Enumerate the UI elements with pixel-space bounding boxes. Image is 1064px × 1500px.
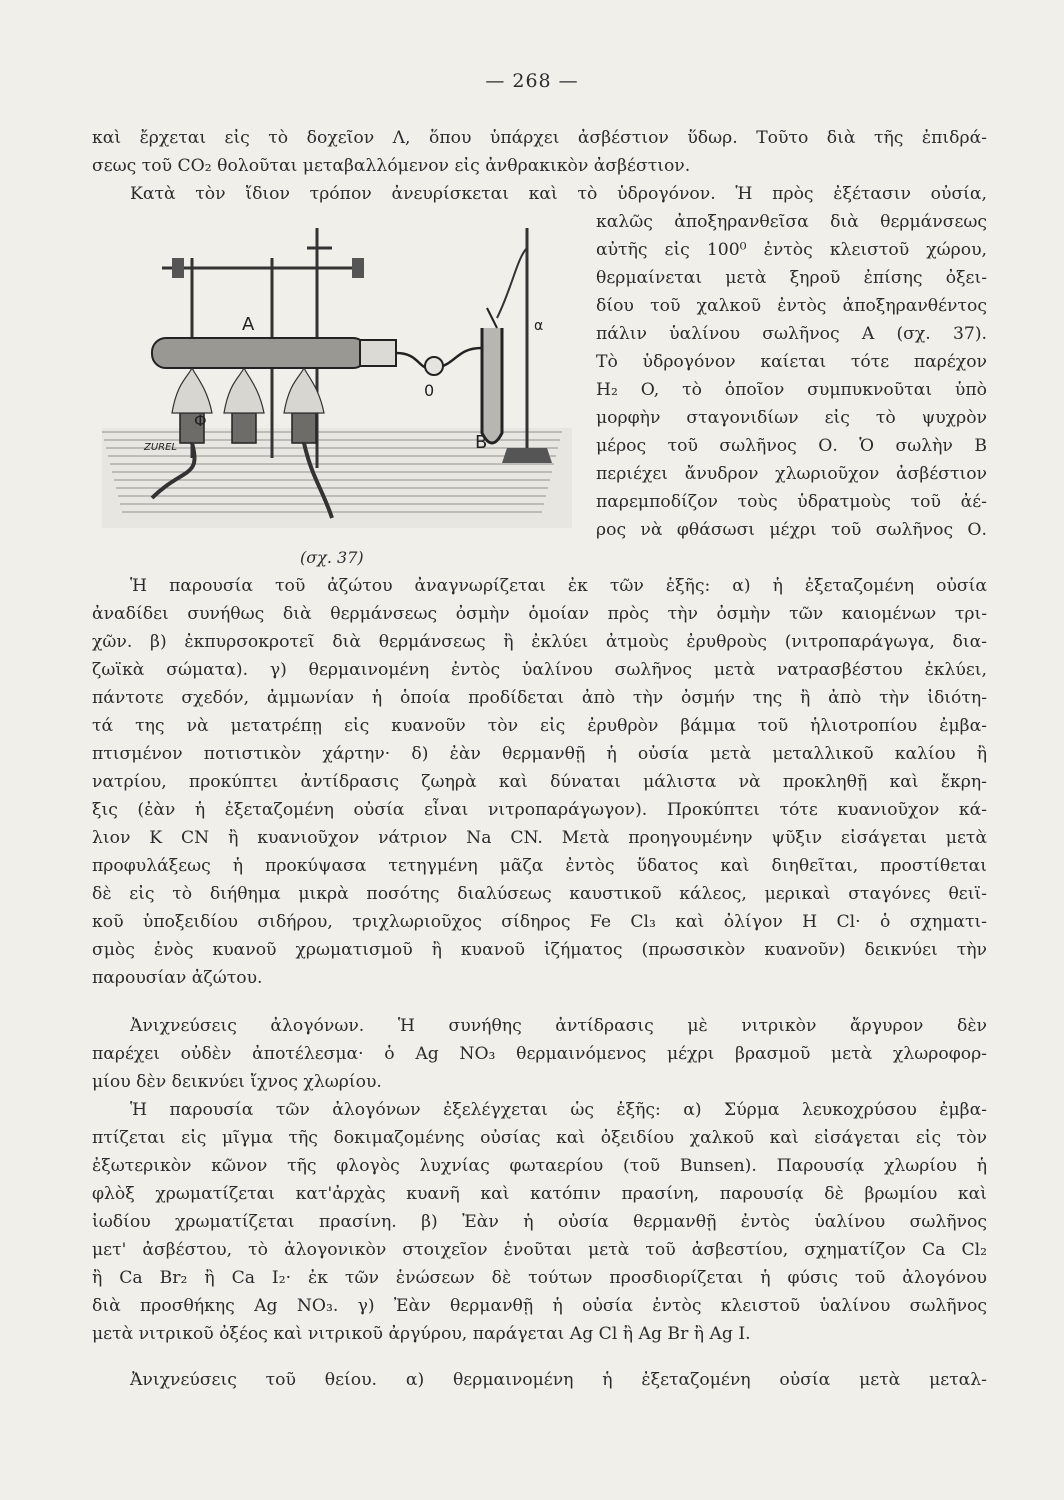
text-line: φλὸξ χρωματίζεται κατ'ἀρχὰς κυανῆ καὶ κατόπιν πρασίνη, παρουσίᾳ δὲ βρωμίου καὶ: [92, 1184, 987, 1204]
figure-caption: (σχ. 37): [300, 548, 364, 567]
text-line: παρέχει οὐδὲν ἀποτέλεσμα· ὁ Ag NO₃ θερμαινόμενος μέχρι βρασμοῦ μετὰ χλωροφορ-: [92, 1044, 987, 1064]
text-line: Ἡ παρουσία τοῦ ἀζώτου ἀναγνωρίζεται ἐκ τῶν ἑξῆς: α) ἡ ἐξεταζομένη οὐσία: [130, 576, 987, 596]
text-line: Τὸ ὑδρογόνον καίεται τότε παρέχον: [596, 352, 987, 372]
text-line: νατρίου, προκύπτει ἀντίδρασις ζωηρὰ καὶ δύναται μάλιστα νὰ προκληθῇ καὶ ἔκρη-: [92, 772, 987, 792]
section-heading-sulfur: Ἀνιχνεύσεις τοῦ θείου. α) θερμαινομένη ἡ ἐξεταζομένη οὐσία μετὰ μεταλ-: [130, 1370, 987, 1390]
text-line: ζωϊκὰ σώματα). γ) θερμαινομένη ἐντὸς ὑαλίνου σωλῆνος μετὰ νατρασβέστου ἐκλύει,: [92, 660, 987, 680]
text-line: μετὰ νιτρικοῦ ὀξέος καὶ νιτρικοῦ ἀργύρου, παράγεται Ag Cl ἢ Ag Br ἢ Ag I.: [92, 1324, 751, 1344]
text-line: ἢ Ca Br₂ ἢ Ca I₂· ἐκ τῶν ἑνώσεων δὲ τούτων προσδιορίζεται ἡ φύσις τοῦ ἀλογόνου: [92, 1268, 987, 1288]
text-line: κοῦ ὑποξειδίου σιδήρου, τριχλωριοῦχος σίδηρος Fe Cl₃ καὶ ὀλίγον H Cl· ὁ σχηματι-: [92, 912, 987, 932]
section-heading-halogens: Ἀνιχνεύσεις ἀλογόνων. Ἡ συνήθης ἀντίδρασις μὲ νιτρικὸν ἄργυρον δὲν: [130, 1016, 987, 1036]
text-line: πτίζεται εἰς μῖγμα τῆς δοκιμαζομένης οὐσίας καὶ ὀξειδίου χαλκοῦ καὶ εἰσάγεται εἰς τὸν: [92, 1128, 987, 1148]
text-line: ξις (ἐὰν ἡ ἐξεταζομένη οὐσία εἶναι νιτροπαράγωγον). Προκύπτει τότε κυανιοῦχον κά-: [92, 800, 987, 820]
text-line: μέρος τοῦ σωλῆνος Ο. Ὁ σωλὴν Β: [596, 436, 987, 456]
text-line: λιον K CN ἢ κυανιοῦχον νάτριον Na CN. Μετὰ προηγουμένην ψῦξιν εἰσάγεται μετὰ: [92, 828, 987, 848]
text-line: χῶν. β) ἐκπυρσοκροτεῖ διὰ θερμάνσεως ἢ ἐκλύει ἀτμοὺς ἐρυθροὺς (νιτροπαράγωγα, δια-: [92, 632, 987, 652]
text-line: διὰ προσθήκης Ag NO₃. γ) Ἐὰν θερμανθῇ ἡ οὐσία ἐντὸς κλειστοῦ ὑαλίνου σωλῆνος: [92, 1296, 987, 1316]
page-number: — 268 —: [485, 70, 579, 92]
label-a: A: [242, 314, 255, 335]
text-line: περιέχει ἄνυδρον χλωριοῦχον ἀσβέστιον: [596, 464, 987, 484]
text-line: δίου τοῦ χαλκοῦ ἐντὸς ἀποξηρανθέντος: [596, 296, 987, 316]
text-line: H₂ O, τὸ ὁποῖον συμπυκνοῦται ὑπὸ: [596, 380, 987, 400]
label-b: B: [475, 432, 488, 453]
text-line: παρουσίαν ἀζώτου.: [92, 968, 263, 988]
apparatus-illustration: [92, 218, 584, 548]
text-line: πάντοτε σχεδόν, ἀμμωνίαν ἡ ὁποία προδίδεται ἀπὸ τὴν ὀσμήν της ἢ ἀπὸ τὴν ἰδιότη-: [92, 688, 987, 708]
text-line: προφυλάξεως ἡ προκύψασα τετηγμένη μᾶζα ἐντὸς ὕδατος καὶ διηθεῖται, προστίθεται: [92, 856, 987, 876]
text-line: ρος νὰ φθάσωσι μέχρι τοῦ σωλῆνος Ο.: [596, 520, 987, 540]
text-line: τά της νὰ μετατρέπῃ εἰς κυανοῦν τὸν εἰς ἐρυθρὸν βάμμα τοῦ ἡλιοτροπίου ἐμβα-: [92, 716, 987, 736]
text-line: Ἡ παρουσία τῶν ἀλογόνων ἐξελέγχεται ὡς ἑξῆς: α) Σύρμα λευκοχρύσου ἐμβα-: [130, 1100, 987, 1120]
text-line: ἰωδίου χρωματίζεται πρασίνη. β) Ἐὰν ἡ οὐσία θερμανθῇ ἐντὸς ὑαλίνου σωλῆνος: [92, 1212, 987, 1232]
text-line: καὶ ἔρχεται εἰς τὸ δοχεῖον Λ, ὅπου ὑπάρχει ἀσβέστιον ὕδωρ. Τοῦτο διὰ τῆς ἐπιδρά-: [92, 128, 987, 148]
text-line: παρεμποδίζον τοὺς ὑδρατμοὺς τοῦ ἀέ-: [596, 492, 987, 512]
text-line: ἐξωτερικὸν κῶνον τῆς φλογὸς λυχνίας φωταερίου (τοῦ Bunsen). Παρουσίᾳ χλωρίου ἡ: [92, 1156, 987, 1176]
text-line: μετ' ἀσβέστου, τὸ ἀλογονικὸν στοιχεῖον ἑνοῦται μετὰ τοῦ ἀσβεστίου, σχηματίζον Ca Cl₂: [92, 1240, 987, 1260]
text-line: σμὸς ἑνὸς κυανοῦ χρωματισμοῦ ἢ κυανοῦ ἰζήματος (πρωσσικὸν κυανοῦν) δεικνύει τὴν: [92, 940, 987, 960]
figure-apparatus: [92, 218, 584, 548]
text-line: μορφὴν σταγονιδίων εἰς τὸ ψυχρὸν: [596, 408, 987, 428]
label-brand: ZUREL: [144, 442, 178, 453]
text-line: Κατὰ τὸν ἴδιον τρόπον ἀνευρίσκεται καὶ τὸ ὑδρογόνον. Ἡ πρὸς ἐξέτασιν οὐσία,: [130, 184, 987, 204]
text-line: θερμαίνεται μετὰ ξηροῦ ἐπίσης ὀξει-: [596, 268, 987, 288]
text-line: αὐτῆς εἰς 100⁰ ἐντὸς κλειστοῦ χώρου,: [596, 240, 987, 260]
text-line: ἀναδίδει συνήθως διὰ θερμάνσεως ὀσμὴν ὁμοίαν πρὸς τὴν ὀσμὴν τῶν καιομένων τρι-: [92, 604, 987, 624]
text-line: σεως τοῦ CO₂ θολοῦται μεταβαλλόμενον εἰς ἀνθρακικὸν ἀσβέστιον.: [92, 156, 691, 176]
label-phi: Φ: [194, 411, 207, 430]
label-small-a: α: [534, 318, 544, 334]
text-line: δὲ εἰς τὸ διήθημα μικρὰ ποσότης διαλύσεως καυστικοῦ κάλεος, μερικαὶ σταγόνες θειϊ-: [92, 884, 987, 904]
text-line: μίου δὲν δεικνύει ἴχνος χλωρίου.: [92, 1072, 382, 1092]
label-o: 0: [424, 381, 435, 400]
text-line: καλῶς ἀποξηρανθεῖσα διὰ θερμάνσεως: [596, 212, 987, 232]
text-line: πτισμένον ποτιστικὸν χάρτην· δ) ἐὰν θερμανθῇ ἡ οὐσία μετὰ μεταλλικοῦ καλίου ἢ: [92, 744, 987, 764]
text-line: πάλιν ὑαλίνου σωλῆνος Α (σχ. 37).: [596, 324, 987, 344]
